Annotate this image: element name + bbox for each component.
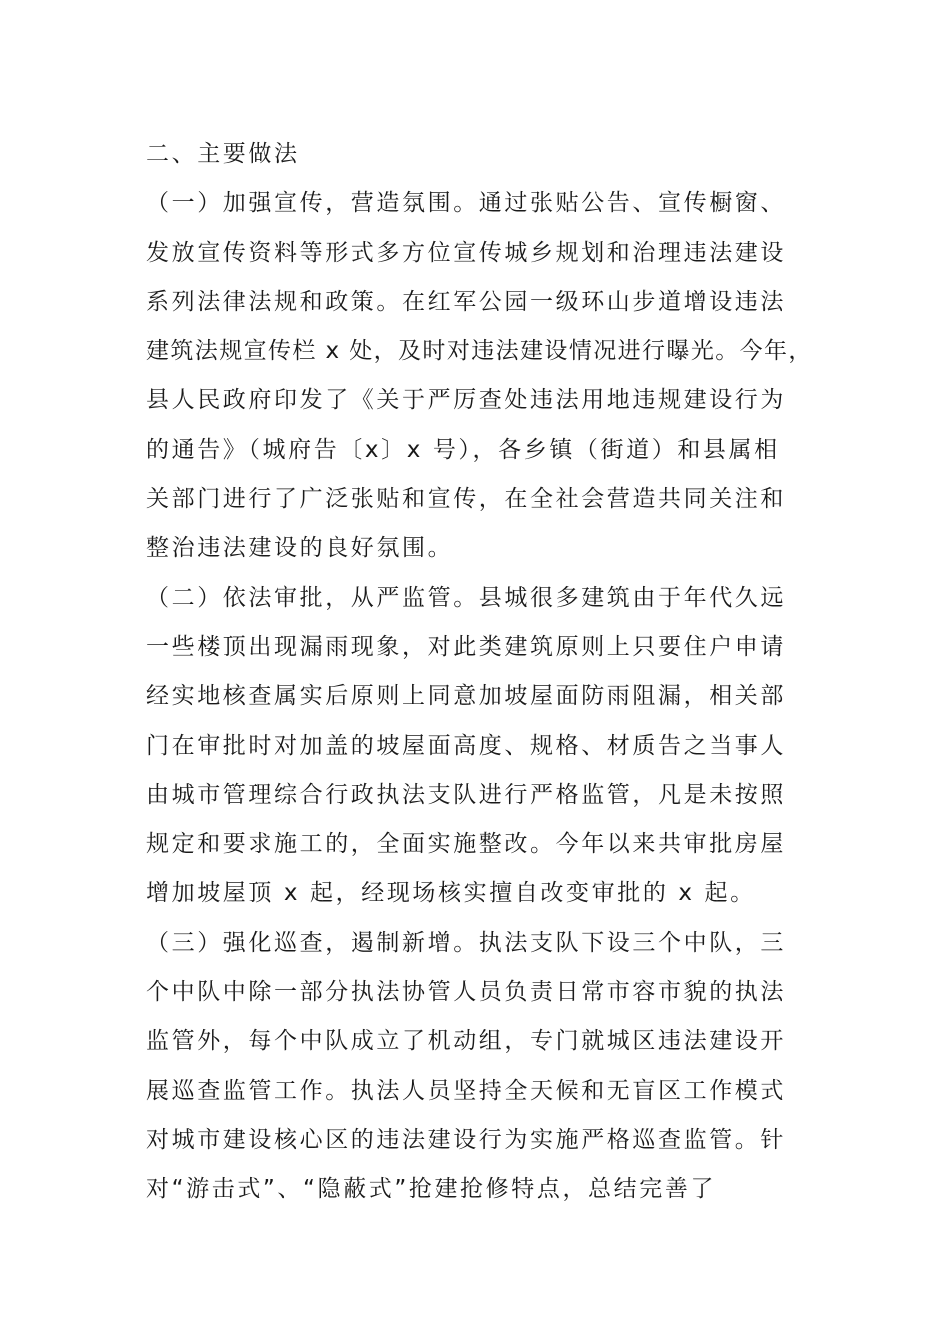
text-line: 展巡查监管工作。执法人员坚持全天候和无盲区工作模式 — [146, 1077, 786, 1104]
text-line: 系列法律法规和政策。在红军公园一级环山步道增设违法 — [146, 288, 786, 315]
text-line: 的通告》（城府告〔x〕x 号），各乡镇（街道）和县属相 — [146, 436, 780, 463]
text-line: 关部门进行了广泛张贴和宣传，在全社会营造共同关注和 — [146, 486, 786, 513]
text-line: （三）强化巡查，遏制新增。执法支队下设三个中队，三 — [146, 929, 786, 956]
text-line: 对“游击式”、“隐蔽式”抢建抢修特点，总结完善了 — [146, 1176, 717, 1203]
text-line: 规定和要求施工的，全面实施整改。今年以来共审批房屋 — [146, 831, 786, 858]
text-line: 一些楼顶出现漏雨现象，对此类建筑原则上只要住户申请 — [146, 633, 786, 660]
text-line: 建筑法规宣传栏 x 处，及时对违法建设情况进行曝光。今年， — [146, 338, 813, 365]
section-heading: 二、主要做法 — [146, 141, 300, 167]
text-line: 县人民政府印发了《关于严厉查处违法用地违规建设行为 — [146, 387, 786, 414]
text-line: 监管外，每个中队成立了机动组，专门就城区违法建设开 — [146, 1028, 786, 1055]
text-line: （二）依法审批，从严监管。县城很多建筑由于年代久远 — [146, 584, 786, 611]
text-line: 经实地核查属实后原则上同意加坡屋面防雨阻漏，相关部 — [146, 683, 786, 710]
text-line: 对城市建设核心区的违法建设行为实施严格巡查监管。针 — [146, 1126, 786, 1153]
text-line: 增加坡屋顶 x 起，经现场核实擅自改变审批的 x 起。 — [146, 880, 756, 907]
text-line: 门在审批时对加盖的坡屋面高度、规格、材质告之当事人 — [146, 732, 786, 759]
text-line: 整治违法建设的良好氛围。 — [146, 535, 454, 562]
text-line: 个中队中除一部分执法协管人员负责日常市容市貌的执法 — [146, 979, 786, 1006]
text-line: （一）加强宣传，营造氛围。通过张贴公告、宣传橱窗、 — [146, 190, 786, 217]
text-line: 发放宣传资料等形式多方位宣传城乡规划和治理违法建设 — [146, 239, 786, 266]
text-line: 由城市管理综合行政执法支队进行严格监管，凡是未按照 — [146, 781, 786, 808]
body-text — [146, 130, 816, 1215]
